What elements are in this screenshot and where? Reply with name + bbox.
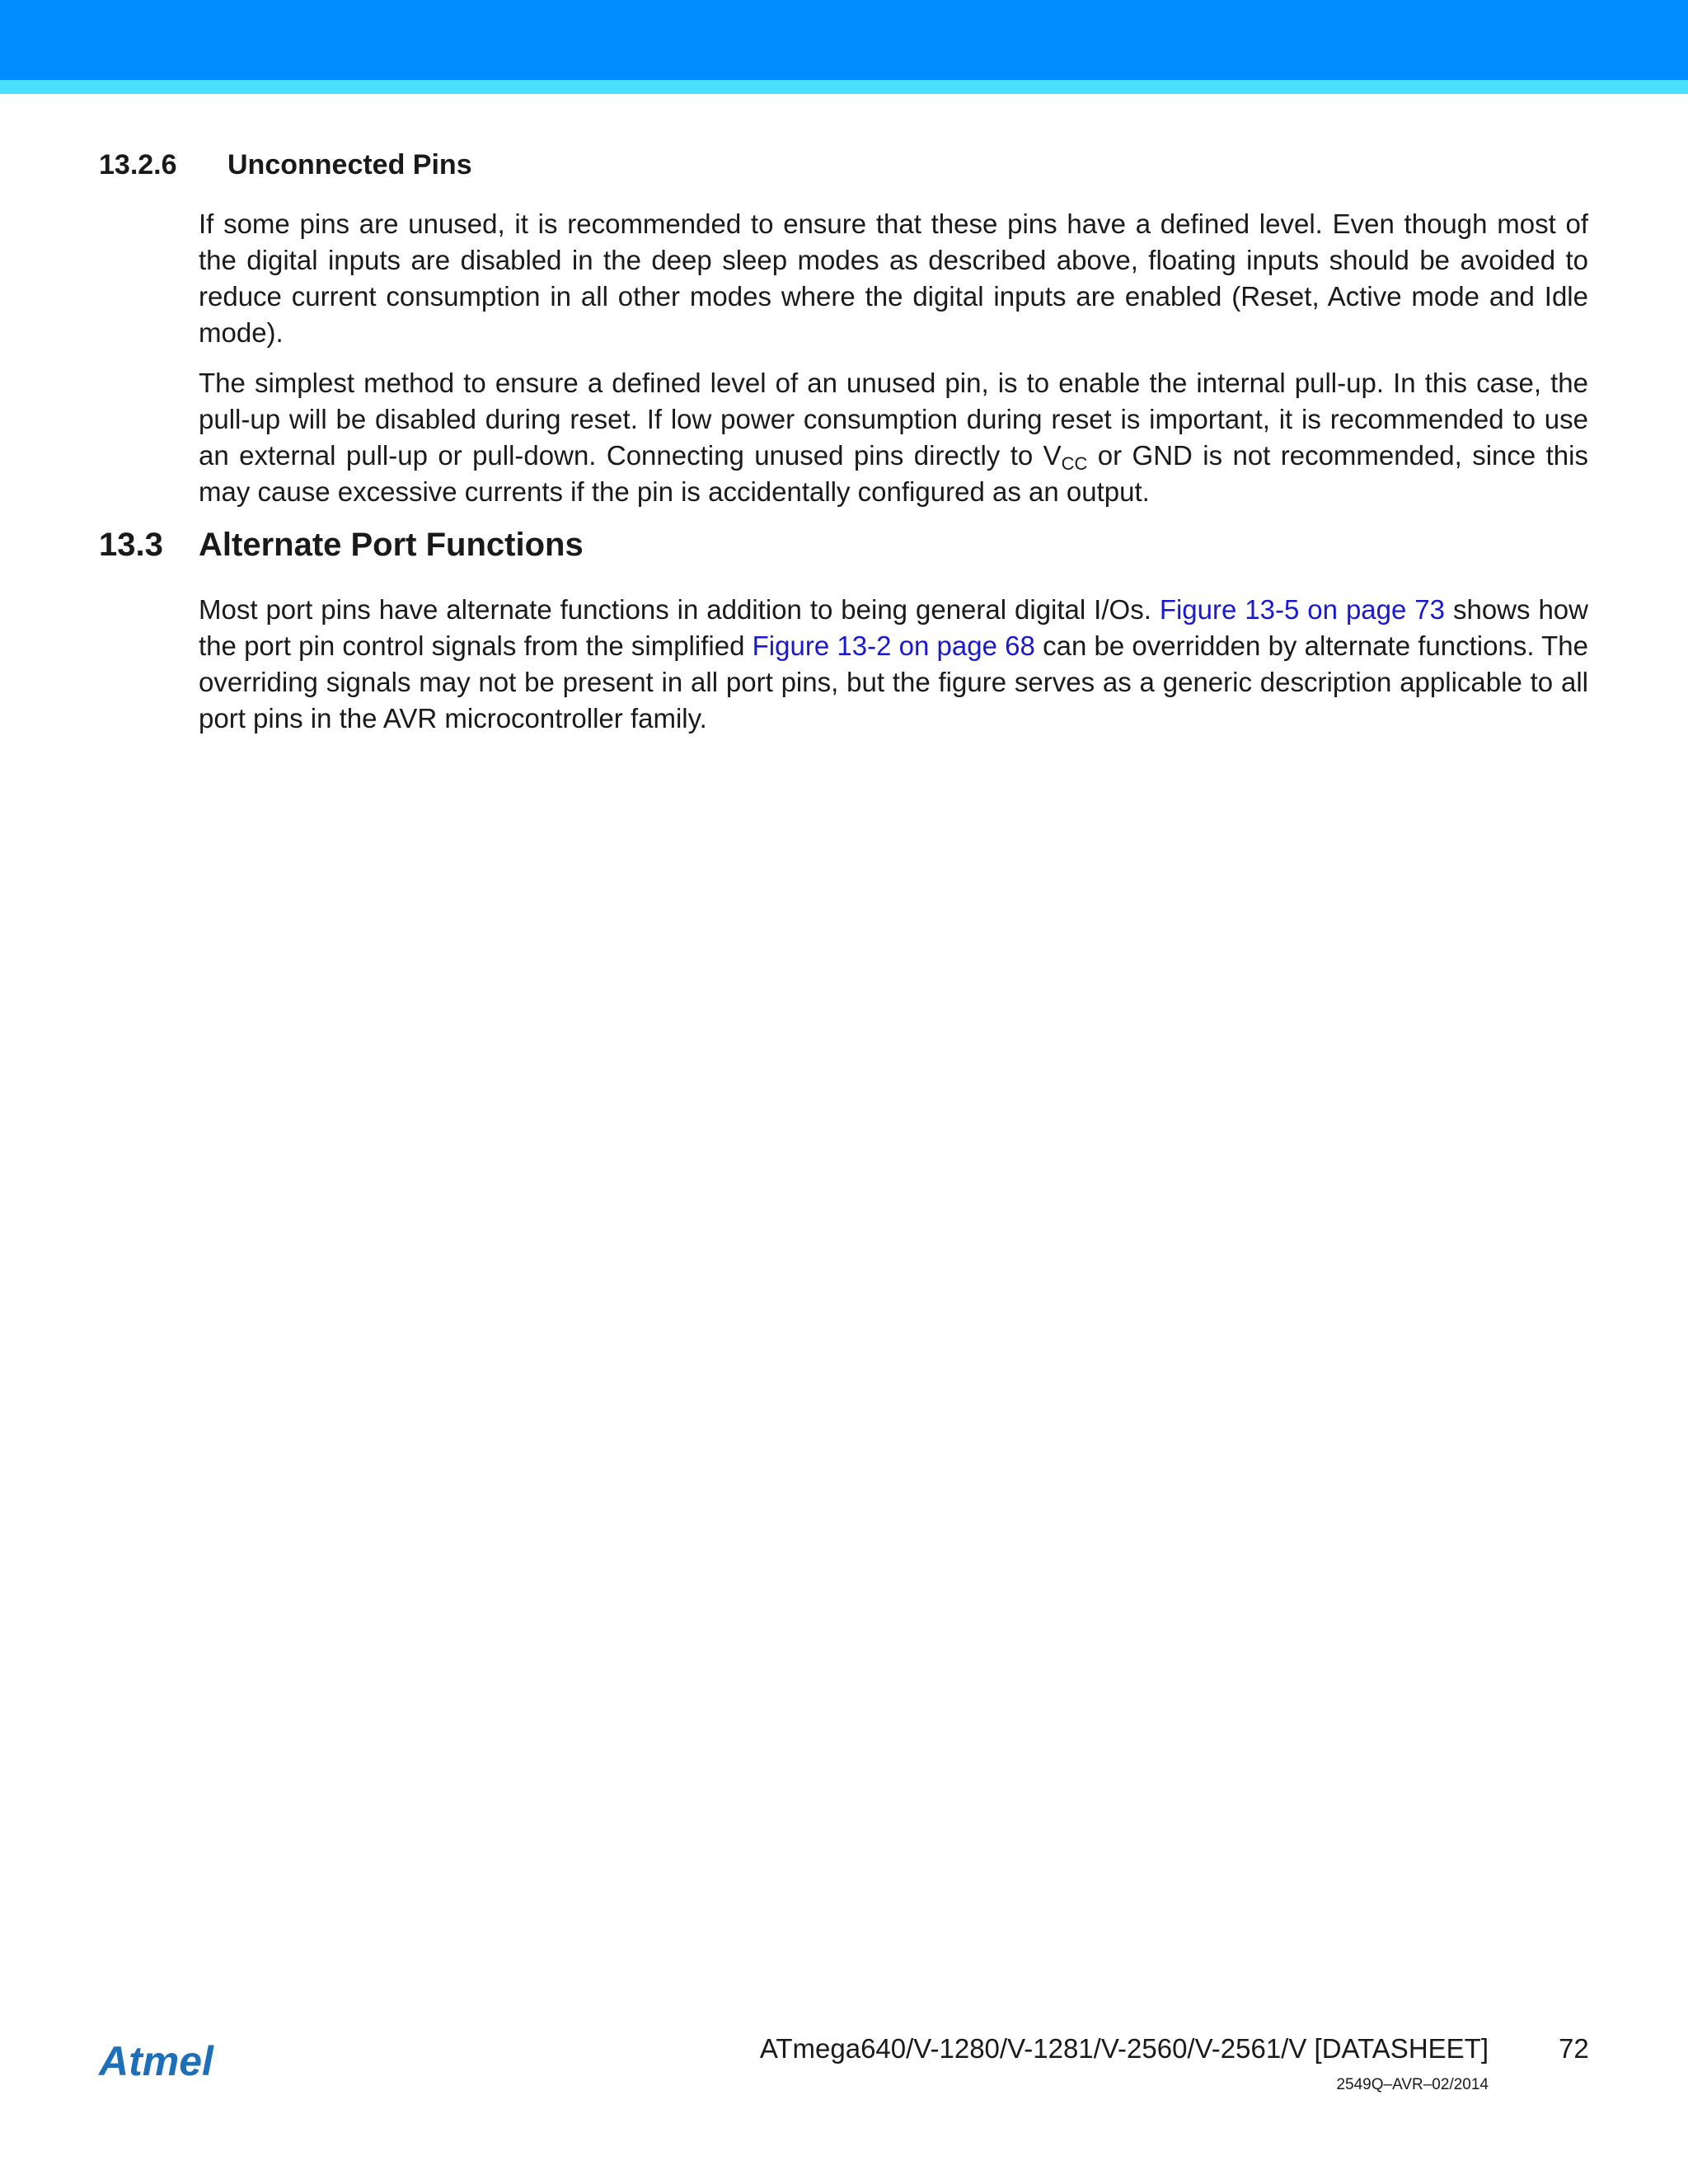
header-accent-stripe: [0, 80, 1688, 94]
atmel-logo-text: Atmel: [99, 2038, 213, 2084]
figure-13-5-link[interactable]: Figure 13-5 on page 73: [1159, 594, 1446, 625]
document-id: 2549Q–AVR–02/2014: [1336, 2076, 1489, 2093]
header-band: [0, 0, 1688, 80]
section-number: 13.3: [99, 527, 163, 563]
paragraph-text-part: The simplest method to ensure a defined level of an unused pin, is to enable the internal pull-up. In this case, the pull-up will be disabled during reset. If low power consumption during reset is important, it is recommended to use an external pull-up or pull-down. Connecting unused pins directly to V: [199, 368, 1588, 471]
section-title: Alternate Port Functions: [199, 527, 584, 563]
paragraph-text-part: can be overridden by alternate functions. The overriding signals may not be present in all port pins, but the figure serves as a generic description applicable to all port pins in the AVR microcontroller family.: [199, 630, 1588, 733]
paragraph-alternate-functions: [199, 592, 1588, 737]
vcc-subscript: CC: [1061, 453, 1088, 474]
paragraph-text-part: Most port pins have alternate functions in addition to being general digital I/Os.: [199, 594, 1160, 625]
section-heading: [99, 524, 584, 565]
page-number: 72: [1559, 2033, 1589, 2064]
figure-13-2-link[interactable]: Figure 13-2 on page 68: [752, 630, 1035, 661]
paragraph-text: If some pins are unused, it is recommended to ensure that these pins have a defined level. Even though most of the digital inputs are disabled in the deep sleep modes as described above, floating inputs should be avoided to reduce current consumption in all other modes where the digital inputs are enabled (Reset, Active mode and Idle mode).: [199, 209, 1588, 348]
paragraph-pull-up: [199, 365, 1588, 510]
subsection-title: Unconnected Pins: [227, 149, 472, 180]
paragraph-text-part: shows how the port pin control signals from the simplified: [199, 594, 1588, 661]
paragraph-unused-pins: [199, 206, 1588, 351]
paragraph-text-part: or GND is not recommended, since this may cause excessive currents if the pin is accidentally configured as an output.: [199, 440, 1588, 507]
atmel-logo: [97, 2036, 246, 2088]
subsection-heading: [99, 148, 472, 181]
subsection-number: 13.2.6: [99, 149, 177, 180]
document-title: ATmega640/V-1280/V-1281/V-2560/V-2561/V [DATASHEET]: [759, 2033, 1489, 2064]
